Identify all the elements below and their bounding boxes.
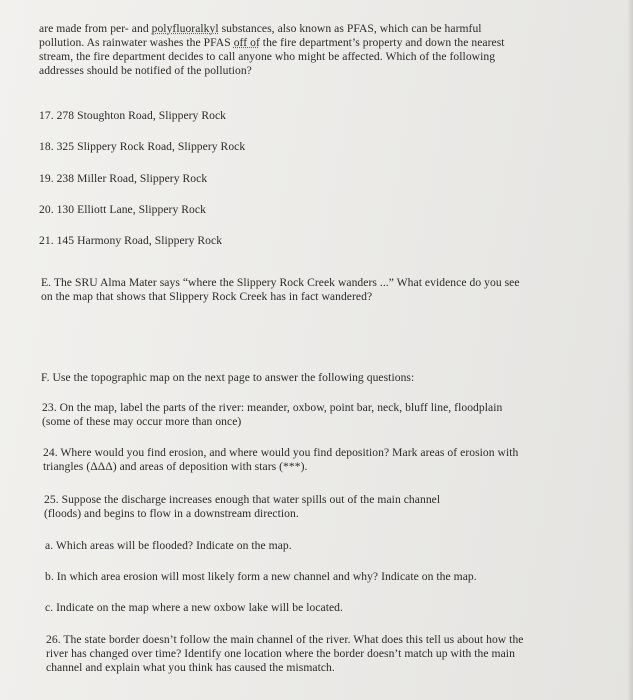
question-26 xyxy=(46,633,524,675)
intro-line-2: pollution. As rainwater washes the PFAS off of the fire department’s property and down the nearest xyxy=(39,36,505,49)
question-25 xyxy=(44,493,440,521)
question-23-line-2: (some of these may occur more than once) xyxy=(42,415,242,428)
question-25c: c. Indicate on the map where a new oxbow lake will be located. xyxy=(45,601,343,614)
address-20: 20. 130 Elliott Lane, Slippery Rock xyxy=(39,203,206,216)
question-25-line-2: (floods) and begins to flow in a downstream direction. xyxy=(44,507,299,520)
question-25-line-1: 25. Suppose the discharge increases enough that water spills out of the main channel xyxy=(44,493,441,506)
section-e-line-1: E. The SRU Alma Mater says “where the Slippery Rock Creek wanders ...” What evidence do you see xyxy=(41,276,520,289)
question-25b: b. In which area erosion will most likely form a new channel and why? Indicate on the map. xyxy=(45,570,477,583)
question-24-line-2: triangles (ΔΔΔ) and areas of deposition with stars (***). xyxy=(43,460,308,473)
question-23 xyxy=(42,401,502,429)
question-25a: a. Which areas will be flooded? Indicate on the map. xyxy=(45,539,292,552)
address-18: 18. 325 Slippery Rock Road, Slippery Rock xyxy=(39,140,246,153)
intro-paragraph xyxy=(39,22,505,78)
question-26-line-1: 26. The state border doesn’t follow the main channel of the river. What does this tell us about how the xyxy=(46,633,524,646)
question-26-line-2: river has changed over time? Identify one location where the border doesn’t match up with the main xyxy=(46,647,515,660)
flagged-phrase: off of xyxy=(233,36,260,49)
misspelled-word: polyfluoralkyl xyxy=(151,22,219,35)
question-24-line-1: 24. Where would you find erosion, and where would you find deposition? Mark areas of erosion with xyxy=(43,446,519,459)
address-19: 19. 238 Miller Road, Slippery Rock xyxy=(39,172,208,185)
question-26-line-3: channel and explain what you think has caused the mismatch. xyxy=(46,661,335,674)
intro-line-4: addresses should be notified of the pollution? xyxy=(39,64,252,77)
address-17: 17. 278 Stoughton Road, Slippery Rock xyxy=(39,109,227,122)
section-e-line-2: on the map that shows that Slippery Rock Creek has in fact wandered? xyxy=(41,290,373,303)
section-f-heading: F. Use the topographic map on the next page to answer the following questions: xyxy=(41,371,415,384)
question-24 xyxy=(43,446,518,474)
question-23-line-1: 23. On the map, label the parts of the river: meander, oxbow, point bar, neck, bluff line, floodplain xyxy=(42,401,503,414)
intro-line-3: stream, the fire department decides to call anyone who might be affected. Which of the following xyxy=(39,50,496,63)
intro-line-1: are made from per- and polyfluoralkyl substances, also known as PFAS, which can be harmful xyxy=(39,22,482,35)
section-e xyxy=(41,276,520,304)
address-21: 21. 145 Harmony Road, Slippery Rock xyxy=(39,234,223,247)
